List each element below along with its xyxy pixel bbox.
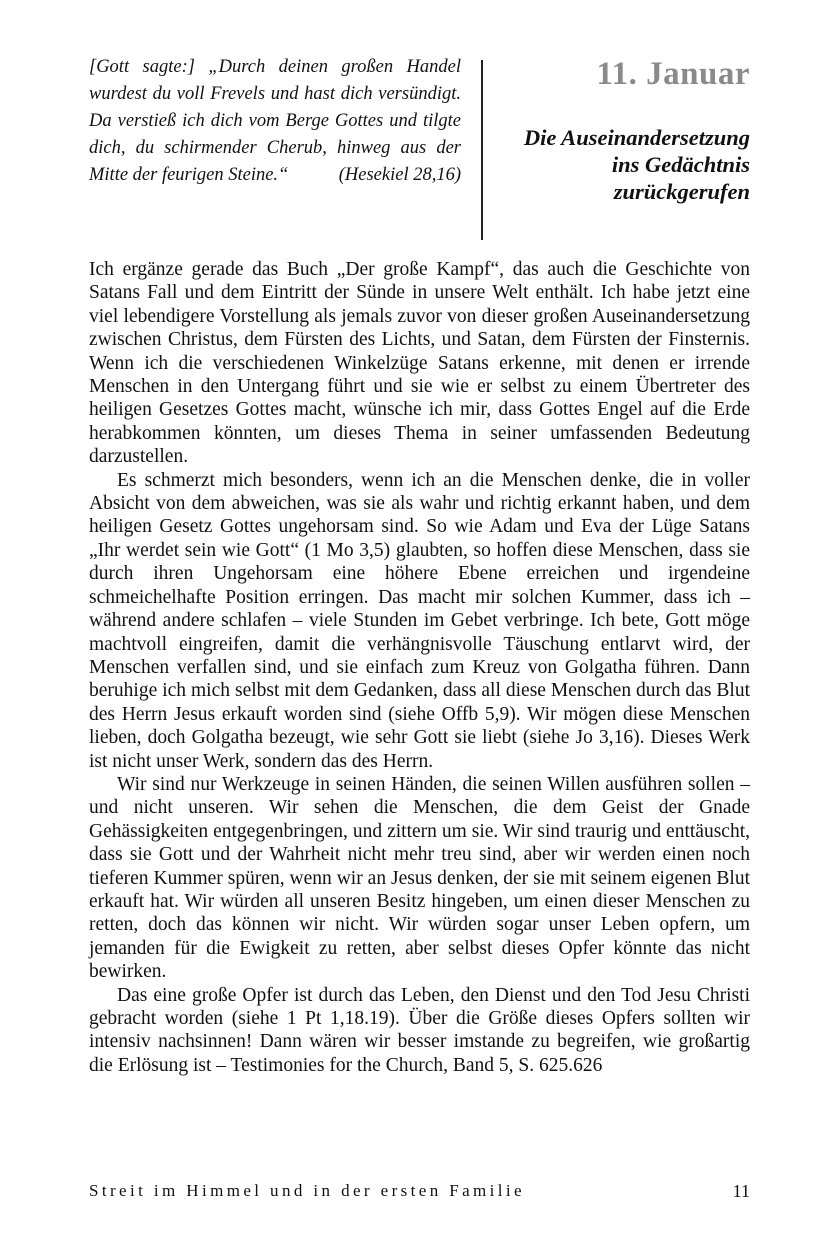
quote-text: [Gott sagte:] „Durch deinen großen Handel wurdest du voll Frevels und hast dich versündigt. Da verstieß ich dich vom Berge Gottes und tilgte dich, du schirmender Cherub, hinweg aus der Mitte der feurigen Steine.“	[89, 57, 461, 185]
quote-reference: (Hesekiel 28,16)	[338, 165, 461, 185]
paragraph-3: Wir sind nur Werkzeuge in seinen Händen, die seinen Willen ausführen sollen – und nicht unseren. Wir sehen die Menschen, die dem Geist der Gnade Gehässigkeiten entgegenbringen, und zittern um sie. Wir sind traurig und enttäuscht, dass sie Gott und der Wahrheit nicht mehr treu sind, aber wir werden einen noch tieferen Kummer spüren, wenn wir an Jesus denken, der sie mit seinem eigenen Blut erkauft hat. Wir würden all unseren Besitz hingeben, um einen dieser Menschen zu retten, doch das können wir nicht. Wir würden sogar unser Leben opfern, um jemanden für die Ewigkeit zu retten, aber selbst dieses Opfer könnte das nicht bewirken.	[89, 773, 750, 983]
running-footer-title: Streit im Himmel und in der ersten Familie	[89, 1181, 525, 1200]
scripture-quote	[89, 54, 461, 189]
paragraph-1: Ich ergänze gerade das Buch „Der große Kampf“, das auch die Geschichte von Satans Fall und dem Eintritt der Sünde in unsere Welt enthält. Ich habe jetzt eine viel lebendigere Vorstellung als jemals zuvor von dieser großen Auseinandersetzung zwischen Christus, dem Fürsten des Lichts, und Satan, dem Fürsten der Finsternis. Wenn ich die verschiedenen Winkelzüge Satans erkenne, mit denen er irrende Menschen in den Untergang führt und sie wie er selbst zu einem Übertreter des heiligen Gesetzes Gottes macht, wünsche ich mir, dass Gottes Engel auf die Erde herabkommen könnten, um dieses Thema in seiner umfassenden Bedeutung darzustellen.	[89, 259, 750, 468]
page-subtitle: Die Auseinandersetzung ins Gedächtnis zurückgerufen	[523, 125, 750, 204]
page-number: 11	[732, 1181, 750, 1201]
paragraph-4: Das eine große Opfer ist durch das Leben, den Dienst und den Tod Jesu Christi gebracht worden (siehe 1 Pt 1,18.19). Über die Größe dieses Opfers sollten wir intensiv nachsinnen! Dann wären wir besser imstande zu begreifen, wie großartig die Erlösung ist – Testimonies for the Church, Band 5, S. 625.626	[89, 984, 750, 1076]
body-text	[89, 258, 750, 1077]
vertical-divider	[481, 60, 483, 240]
page-date-title: 11. Januar	[596, 56, 750, 92]
paragraph-2: Es schmerzt mich besonders, wenn ich an die Menschen denke, die in voller Absicht von dem abweichen, was sie als wahr und richtig erkannt haben, und dem heiligen Gesetz Gottes ungehorsam sind. So wie Adam und Eva der Lüge Satans „Ihr werdet sein wie Gott“ (1 Mo 3,5) glaubten, so hoffen diese Menschen, dass sie durch ihren Ungehorsam eine höhere Ebene erreichen und irgendeine schmeichelhafte Position erringen. Das macht mir solchen Kummer, dass ich – während andere schlafen – viele Stunden im Gebet verbringe. Ich bete, Gott möge machtvoll eingreifen, damit die verhängnisvolle Täuschung entlarvt wird, der Menschen verfallen sind, und sie einfach zum Kreuz von Golgatha führen. Dann beruhige ich mich selbst mit dem Gedanken, dass all diese Menschen durch das Blut des Herrn Jesus erkauft worden sind (siehe Offb 5,9). Wir mögen diese Menschen lieben, doch Golgatha bezeugt, wie sehr Gott sie liebt (siehe Jo 3,16). Dieses Werk ist nicht unser Werk, sondern das des Herrn.	[89, 469, 750, 772]
